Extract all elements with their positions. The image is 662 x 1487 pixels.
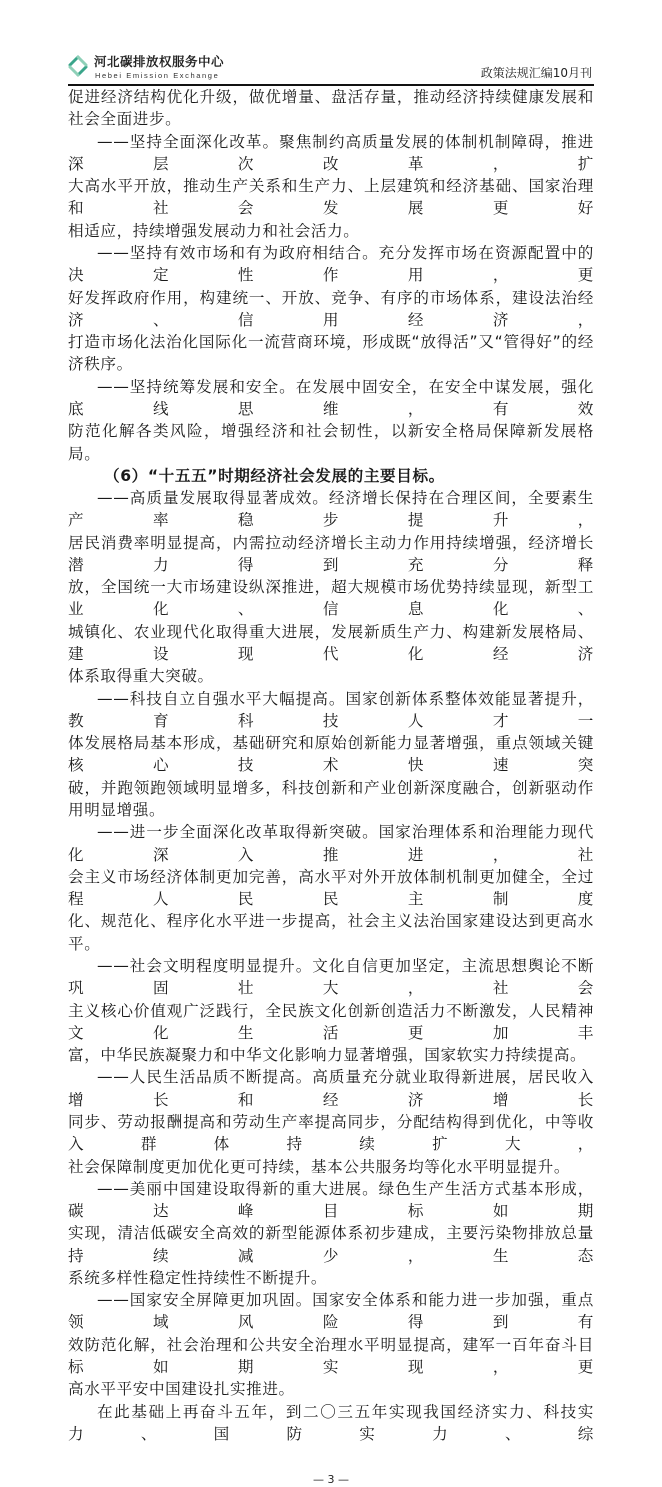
- text-line: 体发展格局基本形成，基础研究和原始创新能力显著增强，重点领域关键核心技术快速突: [68, 734, 594, 775]
- publication-title: 政策法规汇编10月刊: [480, 66, 592, 80]
- text-line: 体系取得重大突破。: [68, 667, 214, 686]
- org-name: 河北碳排放权服务中心: [94, 54, 225, 69]
- text-line: 实现，清洁低碳安全高效的新型能源体系初步建成，主要污染物排放总量持续减少，生态: [68, 1224, 594, 1265]
- text-line: ——人民生活品质不断提高。高质量充分就业取得新进展，居民收入增长和经济增长: [68, 1068, 594, 1109]
- paragraph: [68, 1401, 594, 1446]
- paragraph: [68, 242, 594, 376]
- text-line: ——坚持全面深化改革。聚焦制约高质量发展的体制机制障碍，推进深层次改革，扩: [68, 132, 594, 173]
- text-line: ——坚持统筹发展和安全。在发展中固安全，在安全中谋发展，强化底线思维，有效: [68, 377, 594, 418]
- text-line: 系统多样性稳定性持续性不断提升。: [68, 1268, 328, 1287]
- text-line: ——社会文明程度明显提升。文化自信更加坚定，主流思想舆论不断巩固壮大，社会: [68, 956, 594, 998]
- text-line: ——高质量发展取得显著成效。经济增长保持在合理区间，全要素生产率稳步提升，: [68, 489, 594, 530]
- text-line: 大高水平开放，推动生产关系和生产力、上层建筑和经济基础、国家治理和社会发展更好: [68, 177, 594, 218]
- text-line: （6）“十五五”时期经济社会发展的主要目标。: [104, 466, 445, 485]
- text-line: 放，全国统一大市场建设纵深推进，超大规模市场优势持续显现，新型工业化、信息化、: [68, 578, 594, 619]
- document-body: [68, 86, 594, 1445]
- text-line: 高水平平安中国建设扎实推进。: [68, 1380, 295, 1399]
- text-line: 破，并跑领跑领域明显增多，科技创新和产业创新深度融合，创新驱动作用明显增强。: [68, 778, 594, 819]
- section-heading: [68, 465, 594, 487]
- text-line: 居民消费率明显提高，内需拉动经济增长主动力作用持续增强，经济增长潜力得到充分释: [68, 533, 594, 574]
- text-line: 同步、劳动报酬提高和劳动生产率提高同步，分配结构得到优化，中等收入群体持续扩大，: [68, 1112, 594, 1154]
- text-line: 促进经济结构优化升级，做优增量、盘活存量，推动经济持续健康发展和社会全面进步。: [68, 88, 594, 129]
- paragraph: [68, 86, 594, 131]
- text-line: 好发挥政府作用，构建统一、开放、竞争、有序的市场体系，建设法治经济、信用经济，: [68, 288, 594, 329]
- text-line: ——进一步全面深化改革取得新突破。国家治理体系和治理能力现代化深入推进，社: [68, 823, 594, 864]
- paragraph: [68, 955, 594, 1066]
- hebei-emission-exchange-logo-icon: [67, 55, 89, 77]
- text-line: ——坚持有效市场和有为政府相结合。充分发挥市场在资源配置中的决定性作用，更: [68, 243, 594, 285]
- text-line: 社会保障制度更加优化更可持续，基本公共服务均等化水平明显提升。: [68, 1157, 571, 1176]
- paragraph: [68, 1066, 594, 1177]
- page-content: [68, 86, 594, 1487]
- text-line: 防范化解各类风险，增强经济和社会韧性，以新安全格局保障新发展格局。: [68, 422, 594, 463]
- text-line: ——科技自立自强水平大幅提高。国家创新体系整体效能显著提升，教育科技人才一: [68, 689, 594, 730]
- org-name-english: Hebei Emission Exchange: [95, 71, 220, 80]
- paragraph: [68, 1289, 594, 1400]
- text-line: ——国家安全屏障更加巩固。国家安全体系和能力进一步加强，重点领域风险得到有: [68, 1291, 594, 1332]
- text-line: 会主义市场经济体制更加完善，高水平对外开放体制机制更加健全，全过程人民民主制度: [68, 867, 594, 909]
- paragraph: [68, 376, 594, 465]
- paragraph: [68, 131, 594, 242]
- page-number: — 3 —: [313, 1473, 349, 1487]
- text-line: 相适应，持续增强发展动力和社会活力。: [68, 221, 360, 240]
- paragraph: [68, 821, 594, 955]
- paragraph: [68, 487, 594, 688]
- text-line: 富，中华民族凝聚力和中华文化影响力显著增强，国家软实力持续提高。: [68, 1046, 587, 1065]
- paragraph: [68, 688, 594, 822]
- text-line: 城镇化、农业现代化取得重大进展，发展新质生产力、构建新发展格局、建设现代化经济: [68, 622, 594, 664]
- text-line: 化、规范化、程序化水平进一步提高，社会主义法治国家建设达到更高水平。: [68, 912, 594, 953]
- text-line: 主义核心价值观广泛践行，全民族文化创新创造活力不断激发，人民精神文化生活更加丰: [68, 1001, 594, 1042]
- text-line: ——美丽中国建设取得新的重大进展。绿色生产生活方式基本形成，碳达峰目标如期: [68, 1179, 594, 1221]
- text-line: 打造市场化法治化国际化一流营商环境，形成既“放得活”又“管得好”的经济秩序。: [68, 333, 594, 374]
- text-line: 在此基础上再奋斗五年，到二〇三五年实现我国经济实力、科技实力、国防实力、综: [68, 1402, 594, 1443]
- text-line: 效防范化解，社会治理和公共安全治理水平明显提高，建军一百年奋斗目标如期实现，更: [68, 1335, 594, 1377]
- paragraph: [68, 1178, 594, 1289]
